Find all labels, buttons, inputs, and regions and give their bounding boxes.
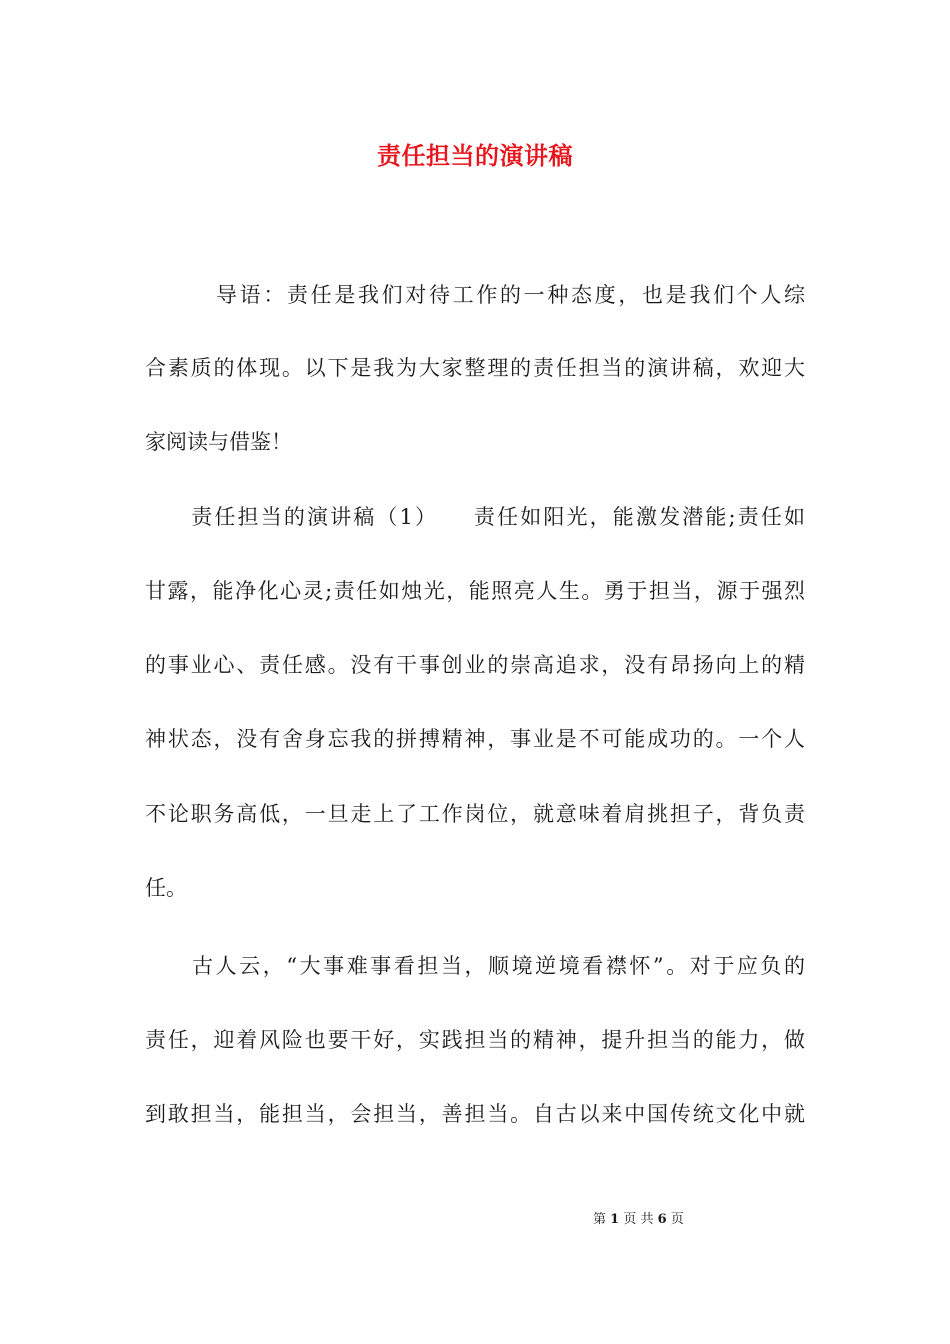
body-line-2: 合素质的体现。以下是我为大家整理的责任担当的演讲稿，欢迎大 <box>145 356 805 380</box>
body-line-11: 责任，迎着风险也要干好，实践担当的精神，提升担当的能力，做 <box>145 1028 805 1052</box>
body-line-7: 神状态，没有舍身忘我的拼搏精神，事业是不可能成功的。一个人 <box>145 727 805 751</box>
body-line-6: 的事业心、责任感。没有干事创业的崇高追求，没有昂扬向上的精 <box>145 653 805 677</box>
body-line-12: 到敢担当，能担当，会担当，善担当。自古以来中国传统文化中就 <box>145 1102 805 1126</box>
footer-middle: 页 共 <box>623 1212 654 1227</box>
body-line-5: 甘露，能净化心灵;责任如烛光，能照亮人生。勇于担当，源于强烈 <box>145 579 805 603</box>
footer-suffix: 页 <box>670 1212 684 1227</box>
body-line-3: 家阅读与借鉴！ <box>145 430 292 454</box>
body-line-9: 任。 <box>145 876 187 900</box>
footer-page-number: 1 <box>610 1212 620 1227</box>
body-line-1: 导语：责任是我们对待工作的一种态度，也是我们个人综 <box>145 283 805 307</box>
footer-total-pages: 6 <box>657 1212 667 1227</box>
document-title: 责任担当的演讲稿 <box>377 141 573 170</box>
footer-prefix: 第 <box>593 1212 607 1227</box>
body-line-8: 不论职务高低，一旦走上了工作岗位，就意味着肩挑担子，背负责 <box>145 802 805 826</box>
body-line-4: 责任担当的演讲稿（1） 责任如阳光，能激发潜能;责任如 <box>145 505 805 529</box>
page-footer <box>593 1208 684 1227</box>
body-line-10: 古人云，“大事难事看担当，顺境逆境看襟怀”。对于应负的 <box>145 954 805 978</box>
